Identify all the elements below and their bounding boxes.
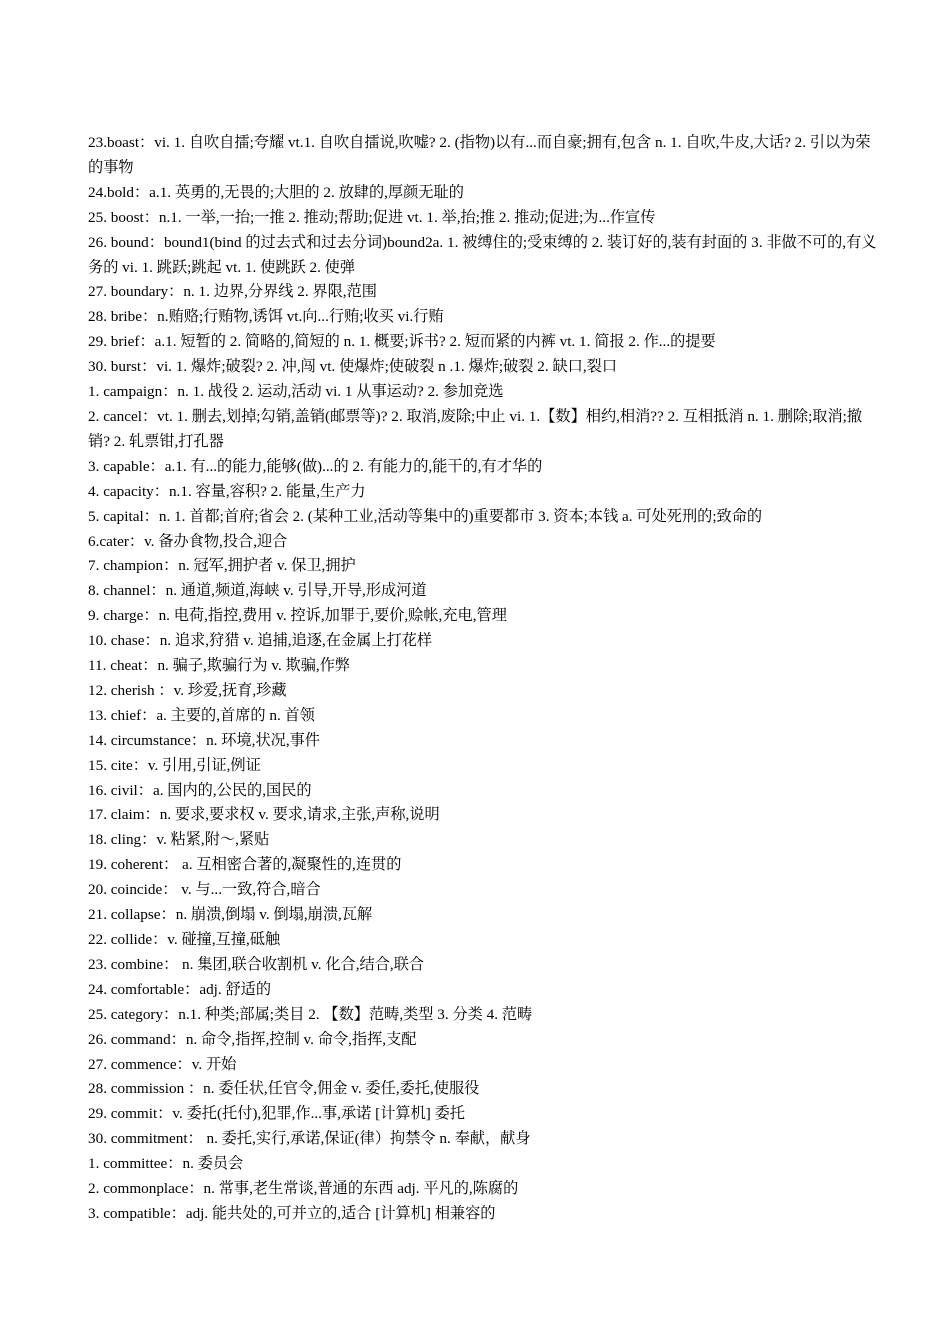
vocab-entry-cherish: 12. cherish ：v. 珍爱,抚育,珍藏 (88, 681, 287, 699)
vocab-entry-boast: 23.boast：vi. 1. 自吹自擂;夸耀 vt.1. 自吹自擂说,吹嘘? 2. (指物)以有...而自豪;拥有,包含 n. 1. 自吹,牛皮,大话? 2. 引以为荣的事物 (88, 134, 871, 176)
vocab-entry-bribe: 28. bribe：n.贿赂;行贿物,诱饵 vt.向...行贿;收买 vi.行贿 (88, 308, 444, 326)
vocab-entry-cancel: 2. cancel：vt. 1. 删去,划掉;勾销,盖销(邮票等)? 2. 取消,废除;中止 vi. 1.【数】相约,相消?? 2. 互相抵消 n. 1. 删除;取消;撤销? 2. 轧票钳,打孔器 (88, 407, 863, 450)
vocab-entry-commonplace: 2. commonplace：n. 常事,老生常谈,普通的东西 adj. 平凡的,陈腐的 (88, 1180, 519, 1198)
vocab-entry-cheat: 11. cheat：n. 骗子,欺骗行为 v. 欺骗,作弊 (88, 657, 351, 675)
vocab-entry-bold: 24.bold：a.1. 英勇的,无畏的;大胆的 2. 放肆的,厚颜无耻的 (88, 183, 464, 201)
vocab-entry-cite: 15. cite：v. 引用,引证,例证 (88, 756, 261, 774)
vocab-entry-commission: 28. commission ：n. 委任状,任官令,佣金 v. 委任,委托,使服役 (88, 1080, 480, 1098)
vocab-entry-command: 26. command：n. 命令,指挥,控制 v. 命令,指挥,支配 (88, 1030, 417, 1048)
vocab-entry-coincide: 20. coincide： v. 与...一致,符合,暗合 (88, 881, 321, 899)
vocab-entry-circumstance: 14. circumstance：n. 环境,状况,事件 (88, 731, 320, 749)
vocab-entry-boost: 25. boost：n.1. 一举,一抬;一推 2. 推动;帮助;促进 vt. 1. 举,抬;推 2. 推动;促进;为...作宣传 (88, 208, 656, 226)
vocab-entry-capacity: 4. capacity：n.1. 容量,容积? 2. 能量,生产力 (88, 482, 366, 500)
vocab-entry-campaign: 1. campaign：n. 1. 战役 2. 运动,活动 vi. 1 从事运动? 2. 参加竞选 (88, 383, 504, 401)
vocab-entry-chief: 13. chief：a. 主要的,首席的 n. 首领 (88, 706, 315, 724)
vocab-entry-compatible: 3. compatible：adj. 能共处的,可并立的,适合 [计算机] 相兼容的 (88, 1204, 496, 1222)
vocab-entry-commit: 29. commit：v. 委托(托付),犯罪,作...事,承诺 [计算机] 委托 (88, 1105, 465, 1123)
vocab-entry-collapse: 21. collapse：n. 崩溃,倒塌 v. 倒塌,崩溃,瓦解 (88, 906, 373, 924)
vocab-entry-charge: 9. charge：n. 电荷,指控,费用 v. 控诉,加罪于,要价,赊帐,充电,管理 (88, 607, 507, 625)
vocab-entry-champion: 7. champion：n. 冠军,拥护者 v. 保卫,拥护 (88, 557, 356, 575)
vocab-entry-civil: 16. civil：a. 国内的,公民的,国民的 (88, 781, 312, 799)
vocab-entry-combine: 23. combine： n. 集团,联合收割机 v. 化合,结合,联合 (88, 955, 425, 973)
vocab-entry-chase: 10. chase：n. 追求,狩猎 v. 追捕,追逐,在金属上打花样 (88, 632, 433, 650)
vocab-entry-boundary: 27. boundary：n. 1. 边界,分界线 2. 界限,范围 (88, 283, 377, 301)
vocab-entry-capital: 5. capital：n. 1. 首都;首府;省会 2. (某种工业,活动等集中的)重要都市 3. 资本;本钱 a. 可处死刑的;致命的 (88, 507, 763, 525)
vocab-entry-burst: 30. burst：vi. 1. 爆炸;破裂? 2. 冲,闯 vt. 使爆炸;使破裂 n .1. 爆炸;破裂 2. 缺口,裂口 (88, 358, 618, 376)
vocab-entry-coherent: 19. coherent： a. 互相密合著的,凝聚性的,连贯的 (88, 856, 402, 874)
vocab-entry-claim: 17. claim：n. 要求,要求权 v. 要求,请求,主张,声称,说明 (88, 806, 440, 824)
document-page (88, 131, 878, 1227)
vocab-entry-channel: 8. channel：n. 通道,频道,海峡 v. 引导,开导,形成河道 (88, 582, 427, 600)
vocab-entry-commitment: 30. commitment： n. 委托,实行,承诺,保证(律）拘禁令 n. 奉献，献身 (88, 1130, 531, 1148)
vocab-entry-comfortable: 24. comfortable：adj. 舒适的 (88, 980, 272, 998)
vocab-entry-brief: 29. brief：a.1. 短暂的 2. 简略的,简短的 n. 1. 概要;诉书? 2. 短而紧的内裤 vt. 1. 简报 2. 作...的提要 (88, 333, 716, 351)
vocab-entry-category: 25. category：n.1. 种类;部属;类目 2. 【数】范畴,类型 3. 分类 4. 范畴 (88, 1005, 533, 1023)
vocab-entry-cater: 6.cater：v. 备办食物,投合,迎合 (88, 532, 288, 550)
vocab-entry-commence: 27. commence：v. 开始 (88, 1055, 237, 1073)
vocab-entry-committee: 1. committee：n. 委员会 (88, 1155, 244, 1173)
vocab-entry-cling: 18. cling：v. 粘紧,附～,紧贴 (88, 831, 270, 849)
vocab-entry-capable: 3. capable：a.1. 有...的能力,能够(做)...的 2. 有能力的,能干的,有才华的 (88, 457, 543, 475)
vocab-entry-collide: 22. collide：v. 碰撞,互撞,砥触 (88, 931, 281, 948)
vocab-entry-bound: 26. bound：bound1(bind 的过去式和过去分词)bound2a. 1. 被缚住的;受束缚的 2. 装订好的,装有封面的 3. 非做不可的,有义务的 vi. 1. 跳跃;跳起 vt. 1. 使跳跃 2. 使弹 (88, 233, 877, 276)
